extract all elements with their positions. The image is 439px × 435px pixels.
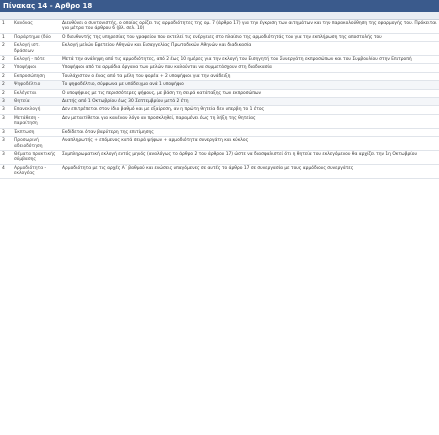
row-description: Αρμοδιότητα με τις αρχές Α΄ βαθμού και ενώσεις υπαγόμενες σε αυτές το άρθρο 17 σε συνεργασία με τους αρμόδιους συνεργάτες [60,164,439,178]
row-number: 2 [0,89,12,97]
row-description: Ο διευθυντής της υπηρεσίας του γραφείου που εκτελεί τις ενέργειες στο πλαίσιο της αρμοδιότητάς του για την εκπλήρωση της αποστολής του [60,33,439,41]
row-number: 3 [0,137,12,151]
row-number: 2 [0,72,12,80]
row-description: Εκλογή μελών Εφετείου Αθηνών και Εισαγγελίας Πρωτοδικών Αθηνών και διαδικασία [60,42,439,56]
row-name: Παράρτημα (δύο [12,33,60,41]
window-title-bar [0,0,439,12]
row-description: Συμπληρωματική εκλογή εντός μηνός (αναλόγως το άρθρο 2 του άρθρου 17) ώστε να διασφαλιστεί ότι η θητεία του εκλεγόμενου θα αρχίζει την 1η Οκτωβρίου [60,150,439,164]
row-description: Δεν μεταιτίθεται για κανέναν λόγο αν προσκληθεί, παραμένει έως τη λήξη της θητείας [60,114,439,128]
row-name: Ψηφοδέλτιο [12,81,60,89]
table-row [0,42,439,56]
row-description: Διευθύνει ο συντονιστής, ο οποίος ορίζει τις αρμοδιότητες της ομ. 7 (άρθρο 17) για την έγκριση των αιτημάτων και την παρακολούθηση της εφαρμογής του. Πρόκειται για μέτρα του άρθρου 6 (βλ. σελ. 10) [60,20,439,33]
row-number: 3 [0,128,12,136]
row-description: Αναπληρωτής + επόμενος κατά σειρά ψήφων + αρμοδιότητα συνεργάτη και κύκλος [60,137,439,151]
table-row [0,64,439,72]
row-number: 3 [0,114,12,128]
table-row [0,106,439,114]
row-name: Έκπτωση [12,128,60,136]
row-name: Εκλέγεται [12,89,60,97]
row-name: Εκλογή - πότε [12,56,60,64]
table-row [0,33,439,41]
table-row [0,89,439,97]
row-description: Υποψήφιοι από τα αρμόδια όργανα των μελών που καλούνται να συμμετάσχουν στη διαδικασία [60,64,439,72]
row-name: Κανόνας [12,20,60,33]
table-row [0,20,439,33]
row-name: Εκλογή ιστ. δράσεων [12,42,60,56]
row-number: 1 [0,33,12,41]
table-row [0,128,439,136]
table-row [0,72,439,80]
row-name: Προσωρινή αδειοδότηση [12,137,60,151]
table-row [0,137,439,151]
row-number: 1 [0,20,12,33]
row-name: Μετάθεση - παραίτηση [12,114,60,128]
row-description: Εκδίδεται όταν βαρύτερη της επιτίμησης [60,128,439,136]
window-title: Πίνακας 14 - Αρθρο 18 [3,2,93,10]
row-description: Δεν επιτρέπεται στον ίδιο βαθμό και με εξαίρεση, αν η πρώτη θητεία δεν υπερβη το 1 έτος [60,106,439,114]
document-table [0,20,439,179]
row-name: Θητεία [12,98,60,106]
row-name: Θέματα πρακτικής σύμβασης [12,150,60,164]
row-description: Διετής από 1 Οκτωβρίου έως 30 Σεπτεμβρίου μετά 2 έτη [60,98,439,106]
row-number: 3 [0,106,12,114]
row-number: 2 [0,64,12,72]
row-name: Επανεκλογή [12,106,60,114]
table-row [0,114,439,128]
row-number: 4 [0,164,12,178]
row-number: 3 [0,150,12,164]
row-number: 3 [0,98,12,106]
row-name: Εκπροσώπηση [12,72,60,80]
row-description: Μετά την ανάληψη από τις αρμοδιότητες, από 2 έως 10 ημέρες για την εκλογή του Εισηγητή του Συνεργάτη εκπροσώπων και του Συμβουλίου στην Επιτροπή [60,56,439,64]
row-number: 2 [0,42,12,56]
table-row [0,98,439,106]
row-name: Αρμοδιότητα - εκλογέας [12,164,60,178]
table-row [0,164,439,178]
row-description: Ο υποψήφιος με τις περισσότερες ψήφους, με βάση τη σειρά κατάταξης των εκπροσώπων [60,89,439,97]
table-header [0,12,439,20]
row-description: Το ψηφοδέλτιο, σύμφωνα με υπόδειγμα ανά 1 υποψήφιο [60,81,439,89]
table-body [0,20,439,178]
table-row [0,81,439,89]
row-name: Υποψήφιοι [12,64,60,72]
row-number: 2 [0,56,12,64]
table-row [0,56,439,64]
table-row [0,150,439,164]
row-description: Τουλάχιστον ο ένας από τα μέλη του φορέα + 2 υποψήφιοι για την ανάδειξη [60,72,439,80]
row-number: 2 [0,81,12,89]
